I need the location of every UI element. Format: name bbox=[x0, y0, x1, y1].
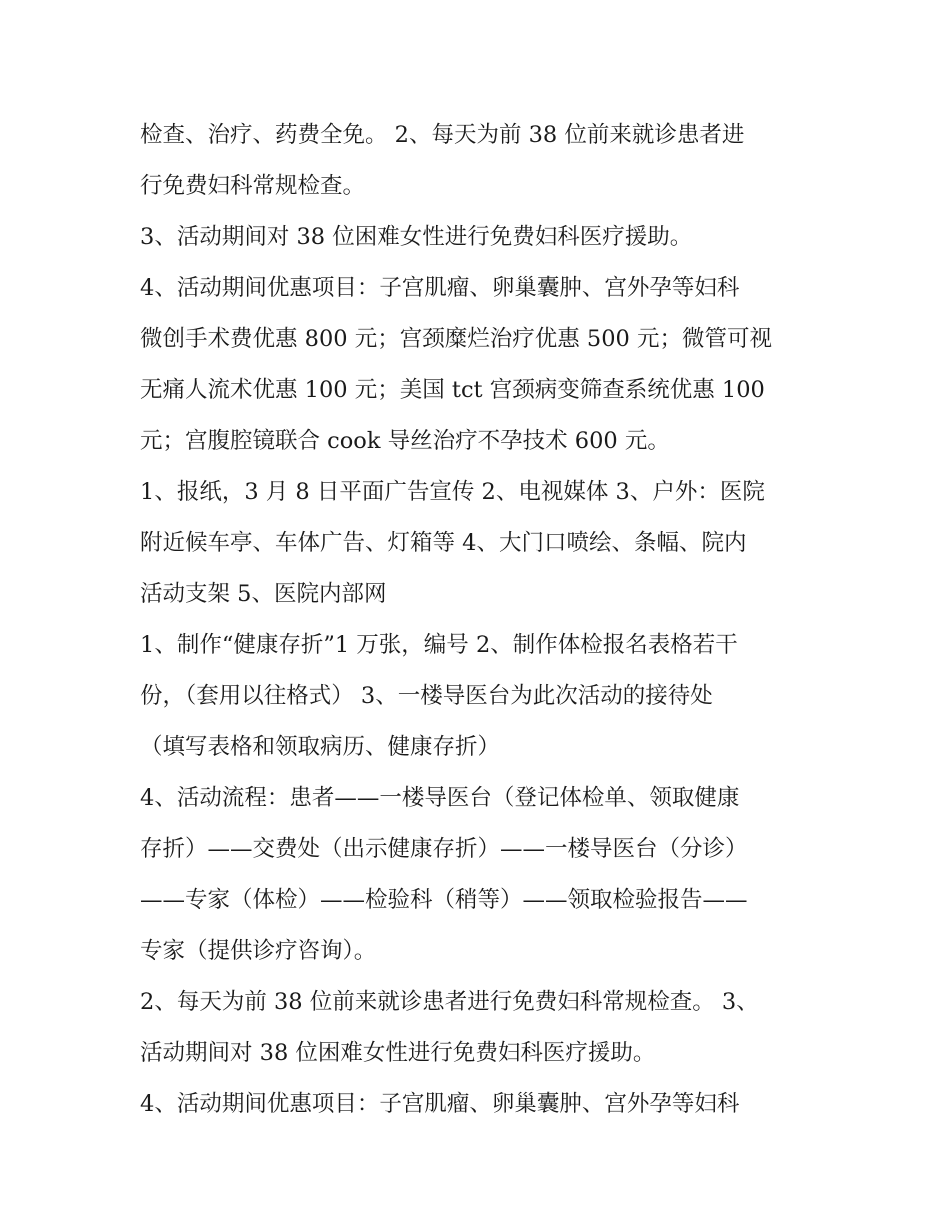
text-line: （填写表格和领取病历、健康存折） bbox=[140, 734, 501, 760]
text-line: 2、每天为前 38 位前来就诊患者进行免费妇科常规检查。 3、 bbox=[140, 989, 759, 1015]
text-line: 活动期间对 38 位困难女性进行免费妇科医疗援助。 bbox=[140, 1040, 656, 1066]
text-line: 4、活动流程：患者——一楼导医台（登记体检单、领取健康 bbox=[140, 785, 740, 811]
text-line: 专家（提供诊疗咨询）。 bbox=[140, 938, 377, 964]
text-line: 1、报纸，3 月 8 日平面广告宣传 2、电视媒体 3、户外：医院 bbox=[140, 479, 765, 505]
text-line: 份，（套用以往格式） 3、一楼导医台为此次活动的接待处 bbox=[140, 683, 713, 709]
text-line: 行免费妇科常规检查。 bbox=[140, 173, 366, 199]
text-line: 3、活动期间对 38 位困难女性进行免费妇科医疗援助。 bbox=[140, 224, 693, 250]
document-body bbox=[140, 110, 820, 1130]
text-line: 存折）——交费处（出示健康存折）——一楼导医台（分诊） bbox=[140, 836, 748, 862]
text-line: 无痛人流术优惠 100 元；美国 tct 宫颈病变筛查系统优惠 100 bbox=[140, 377, 765, 403]
text-line: 4、活动期间优惠项目：子宫肌瘤、卵巢囊肿、宫外孕等妇科 bbox=[140, 275, 740, 301]
text-line: 元；宫腹腔镜联合 cook 导丝治疗不孕技术 600 元。 bbox=[140, 428, 670, 454]
text-line: 微创手术费优惠 800 元；宫颈糜烂治疗优惠 500 元；微管可视 bbox=[140, 326, 773, 352]
text-line: 1、制作“健康存折”1 万张，编号 2、制作体检报名表格若干 bbox=[140, 632, 738, 658]
text-line: 活动支架 5、医院内部网 bbox=[140, 581, 387, 607]
text-line: ——专家（体检）——检验科（稍等）——领取检验报告—— bbox=[140, 887, 748, 913]
text-line: 4、活动期间优惠项目：子宫肌瘤、卵巢囊肿、宫外孕等妇科 bbox=[140, 1091, 740, 1117]
text-line: 附近候车亭、车体广告、灯箱等 4、大门口喷绘、条幅、院内 bbox=[140, 530, 747, 556]
text-line: 检查、治疗、药费全免。 2、每天为前 38 位前来就诊患者进 bbox=[140, 122, 745, 148]
